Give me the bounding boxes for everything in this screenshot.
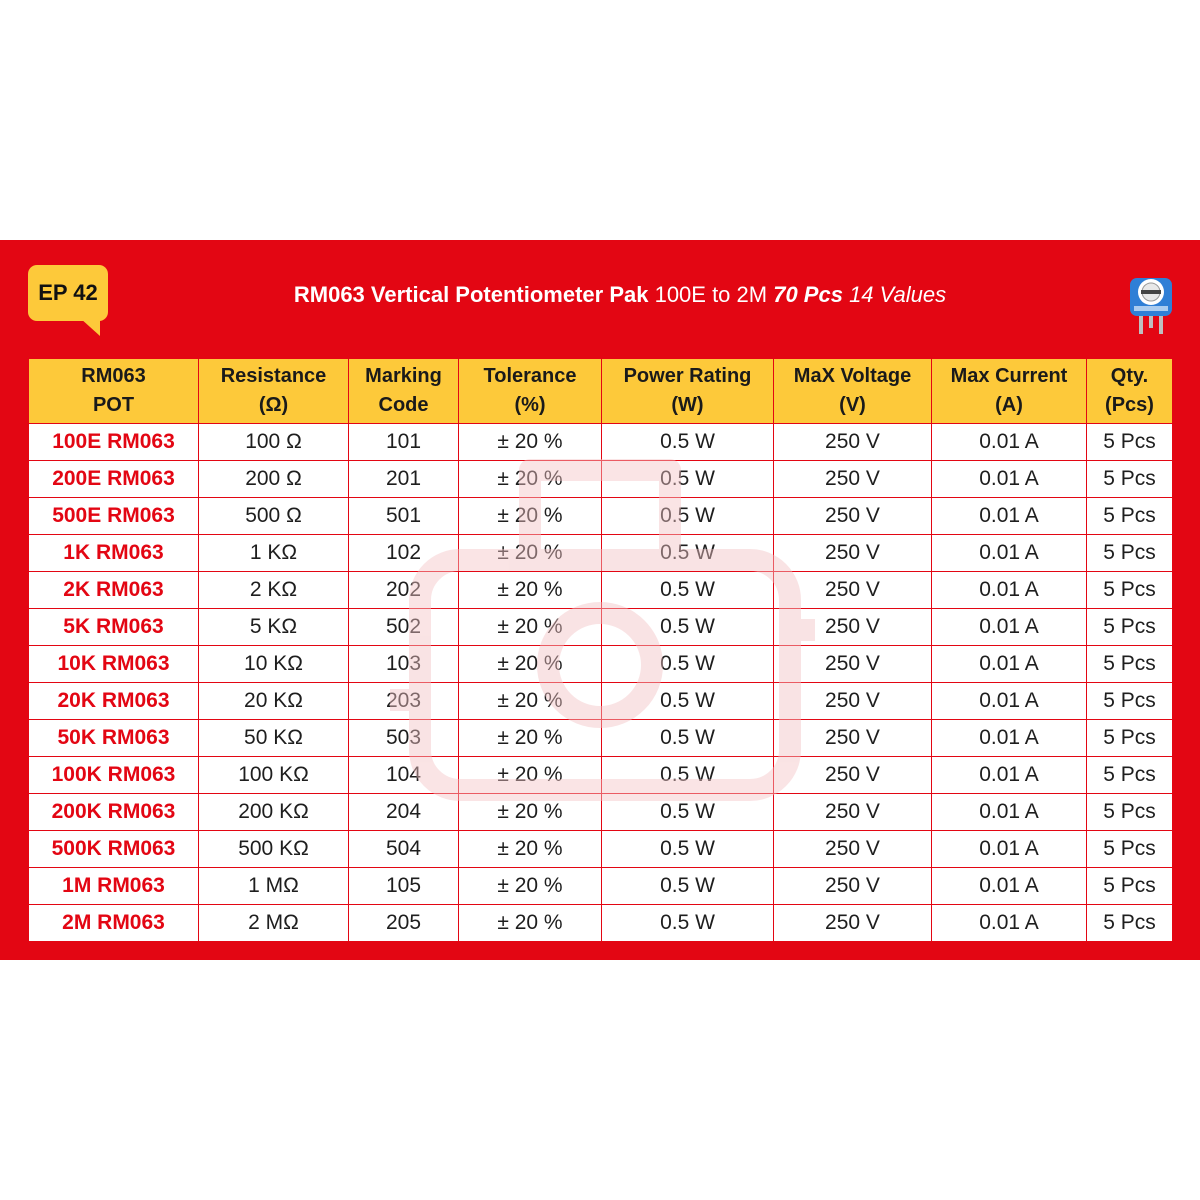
table-cell: 0.01 A xyxy=(932,720,1087,757)
table-cell: 250 V xyxy=(774,498,932,535)
table-cell: 250 V xyxy=(774,905,932,942)
model-cell: 5K RM063 xyxy=(29,609,199,646)
table-cell: ± 20 % xyxy=(459,461,602,498)
table-cell: 5 Pcs xyxy=(1087,461,1173,498)
table-row xyxy=(29,868,1173,905)
table-cell: 5 Pcs xyxy=(1087,498,1173,535)
table-row xyxy=(29,498,1173,535)
model-cell: 500E RM063 xyxy=(29,498,199,535)
table-cell: 0.01 A xyxy=(932,868,1087,905)
table-cell: 0.01 A xyxy=(932,609,1087,646)
table-cell: ± 20 % xyxy=(459,498,602,535)
table-cell: 0.5 W xyxy=(602,757,774,794)
table-cell: 0.5 W xyxy=(602,831,774,868)
table-cell: 2 KΩ xyxy=(199,572,349,609)
column-header-line2: Code xyxy=(378,394,429,416)
table-cell: 5 Pcs xyxy=(1087,646,1173,683)
column-header-line2: (W) xyxy=(671,394,704,416)
table-cell: 250 V xyxy=(774,683,932,720)
table-cell: 104 xyxy=(349,757,459,794)
table-cell: 250 V xyxy=(774,572,932,609)
page-title xyxy=(120,282,1120,308)
table-cell: 105 xyxy=(349,868,459,905)
table-cell: 0.01 A xyxy=(932,535,1087,572)
table-cell: 0.5 W xyxy=(602,535,774,572)
table-cell: ± 20 % xyxy=(459,720,602,757)
table-cell: 102 xyxy=(349,535,459,572)
table-cell: 0.5 W xyxy=(602,461,774,498)
model-cell: 500K RM063 xyxy=(29,831,199,868)
table-cell: ± 20 % xyxy=(459,831,602,868)
table-cell: 0.5 W xyxy=(602,720,774,757)
table-cell: 101 xyxy=(349,424,459,461)
column-header-line2: (Pcs) xyxy=(1105,394,1154,416)
model-cell: 1M RM063 xyxy=(29,868,199,905)
table-row xyxy=(29,720,1173,757)
table-cell: ± 20 % xyxy=(459,609,602,646)
table-cell: 20 KΩ xyxy=(199,683,349,720)
table-cell: 250 V xyxy=(774,720,932,757)
table-row xyxy=(29,794,1173,831)
table-row xyxy=(29,831,1173,868)
table-row xyxy=(29,646,1173,683)
title-values: 14 Values xyxy=(842,282,947,307)
table-cell: ± 20 % xyxy=(459,535,602,572)
title-main: RM063 Vertical Potentiometer Pak xyxy=(293,282,649,307)
column-header xyxy=(459,359,602,424)
model-cell: 200E RM063 xyxy=(29,461,199,498)
table-cell: 0.01 A xyxy=(932,905,1087,942)
episode-badge: EP 42 xyxy=(28,265,108,321)
column-header-line2: (A) xyxy=(995,394,1023,416)
column-header xyxy=(349,359,459,424)
table-cell: 250 V xyxy=(774,609,932,646)
table-cell: 250 V xyxy=(774,794,932,831)
table-cell: 100 KΩ xyxy=(199,757,349,794)
table-cell: 0.5 W xyxy=(602,868,774,905)
table-cell: 0.01 A xyxy=(932,794,1087,831)
table-cell: 0.5 W xyxy=(602,683,774,720)
table-cell: ± 20 % xyxy=(459,572,602,609)
table-cell: ± 20 % xyxy=(459,905,602,942)
column-header-line1: Tolerance xyxy=(483,365,577,387)
model-cell: 2M RM063 xyxy=(29,905,199,942)
table-cell: 501 xyxy=(349,498,459,535)
table-cell: 202 xyxy=(349,572,459,609)
table-cell: 0.5 W xyxy=(602,609,774,646)
table-row xyxy=(29,461,1173,498)
model-cell: 20K RM063 xyxy=(29,683,199,720)
table-cell: 5 Pcs xyxy=(1087,535,1173,572)
model-cell: 10K RM063 xyxy=(29,646,199,683)
table-cell: 5 Pcs xyxy=(1087,794,1173,831)
table-cell: 250 V xyxy=(774,461,932,498)
table-row xyxy=(29,572,1173,609)
table-cell: ± 20 % xyxy=(459,683,602,720)
column-header-line2: (%) xyxy=(514,394,546,416)
column-header xyxy=(1087,359,1173,424)
model-cell: 1K RM063 xyxy=(29,535,199,572)
table-cell: 0.01 A xyxy=(932,646,1087,683)
table-cell: 502 xyxy=(349,609,459,646)
table-cell: 0.5 W xyxy=(602,498,774,535)
table-header xyxy=(29,359,1173,424)
table-cell: 100 Ω xyxy=(199,424,349,461)
table-cell: 0.01 A xyxy=(932,424,1087,461)
column-header xyxy=(774,359,932,424)
column-header-line1: Max Current xyxy=(950,365,1068,387)
model-cell: 100E RM063 xyxy=(29,424,199,461)
table-cell: 0.01 A xyxy=(932,498,1087,535)
potentiometer-icon xyxy=(1126,268,1176,336)
table-cell: 250 V xyxy=(774,646,932,683)
table-cell: 250 V xyxy=(774,424,932,461)
table-cell: 0.01 A xyxy=(932,461,1087,498)
column-header xyxy=(602,359,774,424)
column-header-line1: RM063 xyxy=(81,365,146,387)
table-cell: 0.5 W xyxy=(602,646,774,683)
table-cell: 5 Pcs xyxy=(1087,905,1173,942)
table-cell: 503 xyxy=(349,720,459,757)
table-cell: 50 KΩ xyxy=(199,720,349,757)
table-cell: 0.5 W xyxy=(602,905,774,942)
model-cell: 2K RM063 xyxy=(29,572,199,609)
table-row xyxy=(29,609,1173,646)
table-cell: 201 xyxy=(349,461,459,498)
table-cell: 5 Pcs xyxy=(1087,424,1173,461)
table-cell: 0.01 A xyxy=(932,572,1087,609)
model-cell: 100K RM063 xyxy=(29,757,199,794)
table-cell: 5 Pcs xyxy=(1087,868,1173,905)
column-header-line1: MaX Voltage xyxy=(793,365,912,387)
header-row xyxy=(29,359,1173,424)
table-cell: 500 Ω xyxy=(199,498,349,535)
table-cell: 205 xyxy=(349,905,459,942)
table-cell: 200 Ω xyxy=(199,461,349,498)
table-cell: 1 MΩ xyxy=(199,868,349,905)
table-cell: 5 Pcs xyxy=(1087,572,1173,609)
column-header xyxy=(29,359,199,424)
table-cell: 504 xyxy=(349,831,459,868)
table-cell: 5 Pcs xyxy=(1087,720,1173,757)
table-row xyxy=(29,757,1173,794)
table-cell: 0.5 W xyxy=(602,572,774,609)
table-cell: 0.01 A xyxy=(932,757,1087,794)
table-row xyxy=(29,905,1173,942)
title-pcs: 70 Pcs xyxy=(773,282,843,307)
column-header-line2: (V) xyxy=(839,394,866,416)
table-cell: 1 KΩ xyxy=(199,535,349,572)
spec-table xyxy=(28,358,1173,942)
title-range: 100E to 2M xyxy=(648,282,774,307)
table-cell: ± 20 % xyxy=(459,646,602,683)
table-cell: 0.5 W xyxy=(602,794,774,831)
column-header-line1: Qty. xyxy=(1110,365,1149,387)
table-cell: 2 MΩ xyxy=(199,905,349,942)
table-cell: 0.5 W xyxy=(602,424,774,461)
table-cell: ± 20 % xyxy=(459,868,602,905)
table-cell: 0.01 A xyxy=(932,831,1087,868)
table-cell: 5 Pcs xyxy=(1087,683,1173,720)
column-header xyxy=(199,359,349,424)
table-cell: 250 V xyxy=(774,831,932,868)
column-header-line1: Marking xyxy=(365,365,442,387)
table-cell: ± 20 % xyxy=(459,424,602,461)
model-cell: 50K RM063 xyxy=(29,720,199,757)
table-cell: 5 Pcs xyxy=(1087,831,1173,868)
table-cell: ± 20 % xyxy=(459,757,602,794)
column-header-line2: POT xyxy=(92,394,135,416)
table-cell: 250 V xyxy=(774,757,932,794)
table-body xyxy=(29,424,1173,942)
table-cell: 103 xyxy=(349,646,459,683)
table-cell: 204 xyxy=(349,794,459,831)
table-cell: 203 xyxy=(349,683,459,720)
table-cell: 250 V xyxy=(774,868,932,905)
table-row xyxy=(29,535,1173,572)
table-cell: ± 20 % xyxy=(459,794,602,831)
table-cell: 10 KΩ xyxy=(199,646,349,683)
model-cell: 200K RM063 xyxy=(29,794,199,831)
table-cell: 5 Pcs xyxy=(1087,609,1173,646)
table-cell: 5 KΩ xyxy=(199,609,349,646)
table-cell: 200 KΩ xyxy=(199,794,349,831)
badge-tail xyxy=(80,318,100,336)
table-row xyxy=(29,683,1173,720)
table-cell: 0.01 A xyxy=(932,683,1087,720)
column-header-line2: (Ω) xyxy=(258,394,289,416)
table-cell: 250 V xyxy=(774,535,932,572)
column-header-line1: Power Rating xyxy=(623,365,752,387)
table-row xyxy=(29,424,1173,461)
table-cell: 5 Pcs xyxy=(1087,757,1173,794)
column-header xyxy=(932,359,1087,424)
table-cell: 500 KΩ xyxy=(199,831,349,868)
column-header-line1: Resistance xyxy=(220,365,327,387)
